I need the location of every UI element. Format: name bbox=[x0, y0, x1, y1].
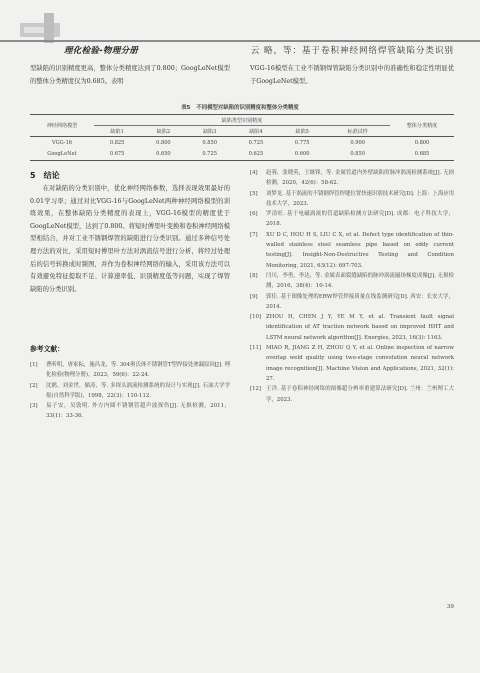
reference-number: [12] bbox=[250, 386, 262, 393]
reference-number: [5] bbox=[250, 190, 258, 197]
table-header-defect: 缺陷4 bbox=[249, 128, 263, 135]
reference-number: [6] bbox=[250, 211, 258, 218]
table-cell: 0.825 bbox=[109, 139, 125, 146]
conclusion-text: 在对缺陷的分类识别中，优化神经网络参数，选择表现效果最好的0.01学习率；通过对比VGG-16与GoogLeNet两种神经网络模型的训练效果，在整体缺陷分类精度的表现上，VGG-16模型的精度优于GoogLeNet模型，达到了0.800。将短时傅里叶变换和卷积神经网络模型相结合，并对工业不锈钢焊管的缺陷进行分类识别。通过多种信号处理方法的对比，采用短时傅里叶方法对涡流信号进行分析，将经过处理后的信号转换成时频图，并作为卷积神经网络的输入，采用该方法可以有效避免特征提取不足、计算速率低、识别精度低等问题，实现了焊管缺陷的分类识别。 bbox=[30, 185, 230, 293]
table-caption bbox=[0, 103, 480, 111]
table-header-group: 缺陷类型识别精度 bbox=[94, 115, 390, 126]
reference-text: 闫川，李勇，李达，等. 金属表面裂缝缺陷的脉冲涡流磁场梯度成像[J]. 无损检测，2016，38(4)：10-14. bbox=[266, 272, 454, 290]
section-number: 5 bbox=[30, 171, 36, 180]
table-cell-model: GoogLeNet bbox=[47, 151, 77, 158]
top-left-paragraph bbox=[30, 63, 230, 88]
reference-number: [3] bbox=[30, 403, 38, 410]
results-table bbox=[30, 114, 454, 161]
table-cell: 0.900 bbox=[350, 139, 365, 146]
reference-text: 郭佳. 基于图像处理的ERW焊管焊接质量在线监测研究[D]. 西安：长安大学，2014. bbox=[266, 293, 454, 310]
table-cell-model: VGG-16 bbox=[51, 139, 73, 146]
reference-item bbox=[30, 401, 230, 422]
journal-logo-icon bbox=[14, 9, 70, 53]
table-cell: 0.800 bbox=[156, 139, 171, 146]
table-cell: 0.850 bbox=[350, 151, 365, 158]
table-cell-overall: 0.800 bbox=[414, 139, 430, 146]
top-left-text: 型缺陷的识别精度更高，整体分类精度达到了0.800；GoogLeNet模型的整体分类精度仅为0.685。表明 bbox=[30, 65, 230, 85]
table-header-defect: 缺陷1 bbox=[110, 128, 124, 135]
table-caption-number: 表5 bbox=[181, 105, 191, 111]
table-header-defect: 缺陷3 bbox=[202, 128, 217, 135]
reference-number: [11] bbox=[250, 345, 262, 352]
reference-text: 罗清旺. 基于电磁涡流的管道缺陷检测方法研究[D]. 成都：电子科技大学，2018. bbox=[266, 211, 454, 228]
reference-text: 王洋. 基于卷积神经网络的图像超分辨率重建算法研究[D]. 兰州：兰州理工大学，2023. bbox=[266, 386, 454, 403]
table-cell: 0.725 bbox=[248, 139, 264, 146]
reference-item bbox=[250, 292, 454, 313]
table-header-overall: 整体分类精度 bbox=[406, 123, 438, 129]
conclusion-paragraph bbox=[30, 183, 230, 296]
reference-item bbox=[250, 271, 454, 292]
table-cell: 0.775 bbox=[294, 139, 310, 146]
table-cell: 0.725 bbox=[202, 151, 217, 158]
section-title-text: 结论 bbox=[43, 171, 60, 180]
reference-text: 沈鸥，刘金世，储涛，等. 多探头涡流检测系统的设计与实现[J]. 石油大学学报(自然科学版)，1998，22(3)：110-112. bbox=[46, 382, 230, 399]
journal-logo-text: 理化检验-物理分册 bbox=[64, 46, 139, 56]
reference-text: XU D C, HOU H S, LIU C X, et al. Defect type identification of thin-walled stainless steel seamless pipe based on eddy current testing[J]. Insight-Non-Destructive Testing and Condition Monitoring, 2021, 63(12): 697-703. bbox=[266, 231, 454, 269]
reference-number: [10] bbox=[250, 314, 262, 321]
table-caption-text: 不同模型对缺陷的识别精度和整体分类精度 bbox=[196, 105, 299, 111]
header-rule bbox=[0, 40, 480, 42]
section-title bbox=[30, 170, 60, 181]
reference-item bbox=[250, 312, 454, 343]
reference-number: [1] bbox=[30, 362, 38, 368]
reference-item bbox=[250, 230, 454, 271]
reference-text: 赵蓉，张晓英，王继锋，等. 金属管道内外壁缺陷的脉冲涡流检测系统[J]. 无损检测，2020，42(6)：58-62. bbox=[266, 170, 454, 187]
table-cell: 0.600 bbox=[294, 151, 310, 158]
reference-item bbox=[250, 189, 454, 210]
top-right-paragraph bbox=[250, 63, 454, 88]
reference-number: [9] bbox=[250, 293, 258, 300]
reference-number: [8] bbox=[250, 272, 258, 279]
reference-item bbox=[250, 168, 454, 189]
table-cell: 0.850 bbox=[202, 139, 217, 146]
table-row bbox=[30, 149, 454, 161]
reference-text: 易子安，吴敦明. 外方内圆不锈钢管超声波探伤[J]. 无损检测，2011，33(1)：33-36. bbox=[46, 403, 230, 420]
reference-text: 曹昕明，唐家耘，施昌龙，等. 304奥氏体不锈钢管T型焊接处渗漏原因[J]. 理化检验(物理分册)，2023，59(6)：22-24. bbox=[46, 362, 230, 379]
reference-number: [4] bbox=[250, 170, 258, 176]
table-row bbox=[30, 137, 454, 149]
reference-text: MIAO R, JIANG Z H, ZHOU Q Y, et al. Online inspection of narrow overlap weld quality using two-stage convolution neural network image recognition[J]. Machine Vision and Applications, 2021, 32(1): 27. bbox=[266, 345, 454, 382]
reference-item bbox=[250, 384, 454, 405]
reference-number: [2] bbox=[30, 382, 38, 389]
table-cell: 0.675 bbox=[109, 151, 125, 158]
table-header-model: 神经网络模型 bbox=[46, 123, 78, 129]
reference-item bbox=[250, 343, 454, 384]
table-cell-overall: 0.685 bbox=[414, 151, 430, 158]
reference-number: [7] bbox=[250, 231, 258, 238]
references-right bbox=[250, 168, 454, 405]
reference-text: ZHOU H, CHEN J Y, YE M Y, et al. Transient fault signal identification of AT traction network based on improved HHT and LSTM neural network algorithm[J]. Energies, 2023, 16(3): 1163. bbox=[266, 314, 454, 341]
table-header-defect: 缺陷2 bbox=[156, 128, 171, 135]
top-right-text: VGG-16模型在工业不锈钢焊管缺陷分类识别中的准确性和稳定性明显优于GoogLeNet模型。 bbox=[250, 65, 454, 85]
references-left bbox=[30, 360, 230, 422]
reference-item bbox=[250, 209, 454, 230]
table-header-defect: 标准试样 bbox=[347, 128, 368, 135]
table-cell: 0.625 bbox=[248, 151, 264, 158]
reference-item bbox=[30, 381, 230, 402]
page-number: 39 bbox=[446, 604, 454, 610]
reference-item bbox=[30, 360, 230, 381]
table-header-defect: 缺陷5 bbox=[295, 128, 309, 135]
running-head: 云 略，等：基于卷积神经网络焊管缺陷分类识别 bbox=[250, 46, 454, 56]
references-title: 参考文献： bbox=[30, 345, 64, 353]
reference-text: 刘梦龙. 基于涡流的不锈钢焊管焊缝位置快速识别技术研究[D]. 上海：上海应用技术大学，2023. bbox=[266, 190, 454, 207]
table-cell: 0.650 bbox=[156, 151, 171, 158]
